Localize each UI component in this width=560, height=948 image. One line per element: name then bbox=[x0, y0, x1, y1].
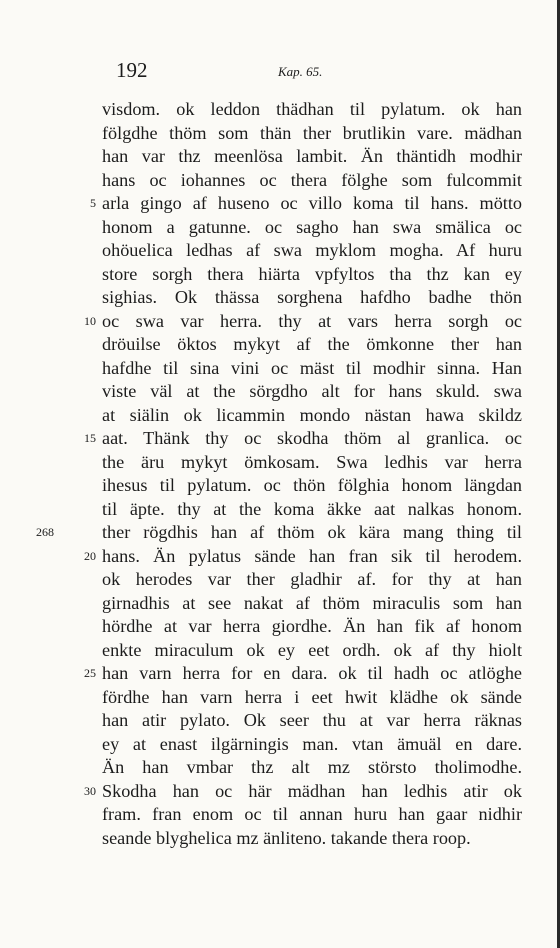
text-line bbox=[84, 662, 522, 686]
line-text: ther rögdhis han af thöm ok kära mang thing til bbox=[102, 522, 522, 542]
line-text: sighias. Ok thässa sorghena hafdho badhe thön bbox=[102, 287, 522, 307]
text-line bbox=[102, 239, 522, 263]
line-text: Skodha han oc här mädhan han ledhis atir ok bbox=[102, 780, 522, 801]
line-number: 25 bbox=[84, 666, 96, 680]
line-text: ihesus til pylatum. oc thön fölghia honom längdan bbox=[102, 475, 522, 495]
text-line bbox=[102, 451, 522, 475]
text-line bbox=[102, 827, 522, 851]
text-line bbox=[102, 568, 522, 592]
text-line bbox=[102, 615, 522, 639]
line-text: han atir pylato. Ok seer thu at var herra räknas bbox=[102, 710, 522, 730]
line-text: aat. Thänk thy oc skodha thöm al granlica. oc bbox=[102, 428, 522, 448]
line-text: dröuilse öktos mykyt af the ömkonne ther han bbox=[102, 334, 522, 354]
text-line bbox=[102, 592, 522, 616]
text-line bbox=[102, 380, 522, 404]
text-line bbox=[36, 521, 522, 545]
line-text: viste väl at the sörgdho alt for hans skuld. swa bbox=[102, 381, 522, 401]
line-number: 5 bbox=[90, 196, 96, 210]
line-text: hafdhe til sina vini oc mäst til modhir sinna. Han bbox=[102, 357, 522, 378]
line-text: girnadhis at see nakat af thöm miraculis som han bbox=[102, 592, 522, 613]
line-text: hans oc iohannes oc thera fölghe som fulcommit bbox=[102, 169, 522, 190]
line-text: enkte miraculum ok ey eet ordh. ok af thy hiolt bbox=[102, 639, 522, 660]
text-line bbox=[84, 427, 522, 451]
line-text: han var thz meenlösa lambit. Än thäntidh modhir bbox=[102, 146, 522, 166]
line-number: 20 bbox=[84, 548, 96, 563]
text-line bbox=[102, 216, 522, 240]
text-line bbox=[102, 756, 522, 780]
body-text bbox=[36, 98, 522, 850]
line-text: hördhe at var herra giordhe. Än han fik af honom bbox=[102, 616, 522, 636]
line-text: fördhe han varn herra i eet hwit klädhe ok sände bbox=[102, 686, 522, 707]
text-line bbox=[102, 145, 522, 169]
text-line bbox=[102, 639, 522, 663]
manuscript-folio-marker: 268 bbox=[36, 525, 54, 539]
text-line bbox=[102, 404, 522, 428]
page-number: 192 bbox=[116, 58, 148, 82]
line-text: hans. Än pylatus sände han fran sik til herodem. bbox=[102, 545, 522, 566]
line-number: 15 bbox=[84, 431, 96, 445]
text-line bbox=[90, 192, 522, 216]
line-number: 10 bbox=[84, 313, 96, 328]
line-text: ok herodes var ther gladhir af. for thy at han bbox=[102, 569, 522, 589]
line-text: ey at enast ilgärningis man. vtan ämuäl en dare. bbox=[102, 733, 522, 754]
text-line bbox=[102, 169, 522, 193]
line-text: til äpte. thy at the koma äkke aat nalkas honom. bbox=[102, 498, 522, 519]
line-text: Än han vmbar thz alt mz störsto tholimodhe. bbox=[102, 757, 522, 777]
text-line bbox=[84, 310, 522, 334]
line-text: oc swa var herra. thy at vars herra sorgh oc bbox=[102, 310, 522, 331]
line-text: seande blyghelica mz änliteno. takande thera roop. bbox=[102, 827, 471, 848]
line-text: honom a gatunne. oc sagho han swa smälica oc bbox=[102, 216, 522, 237]
line-text: at siälin ok licammin mondo nästan hawa skildz bbox=[102, 404, 522, 425]
line-text: store sorgh thera hiärta vpfyltos tha thz kan ey bbox=[102, 263, 522, 284]
text-line bbox=[102, 733, 522, 757]
text-line bbox=[102, 286, 522, 310]
line-text: ohöuelica ledhas af swa myklom mogha. Af huru bbox=[102, 240, 522, 260]
text-line bbox=[84, 545, 522, 569]
text-line bbox=[102, 498, 522, 522]
text-line bbox=[102, 333, 522, 357]
text-line bbox=[102, 98, 522, 122]
text-line bbox=[102, 803, 522, 827]
running-head bbox=[0, 58, 560, 86]
line-text: fölgdhe thöm som thän ther brutlikin vare. mädhan bbox=[102, 122, 522, 143]
text-line bbox=[102, 122, 522, 146]
chapter-reference: Kap. 65. bbox=[278, 64, 323, 79]
line-text: visdom. ok leddon thädhan til pylatum. ok han bbox=[102, 99, 522, 119]
text-line bbox=[102, 709, 522, 733]
line-number: 30 bbox=[84, 783, 96, 798]
line-text: fram. fran enom oc til annan huru han gaar nidhir bbox=[102, 804, 522, 824]
line-text: arla gingo af huseno oc villo koma til hans. mötto bbox=[102, 193, 522, 213]
line-text: han varn herra for en dara. ok til hadh oc atlöghe bbox=[102, 663, 522, 683]
text-line bbox=[102, 474, 522, 498]
text-line bbox=[102, 357, 522, 381]
line-text: the äru mykyt ömkosam. Swa ledhis var herra bbox=[102, 451, 522, 472]
text-line bbox=[102, 686, 522, 710]
text-line bbox=[84, 780, 522, 804]
text-line bbox=[102, 263, 522, 287]
